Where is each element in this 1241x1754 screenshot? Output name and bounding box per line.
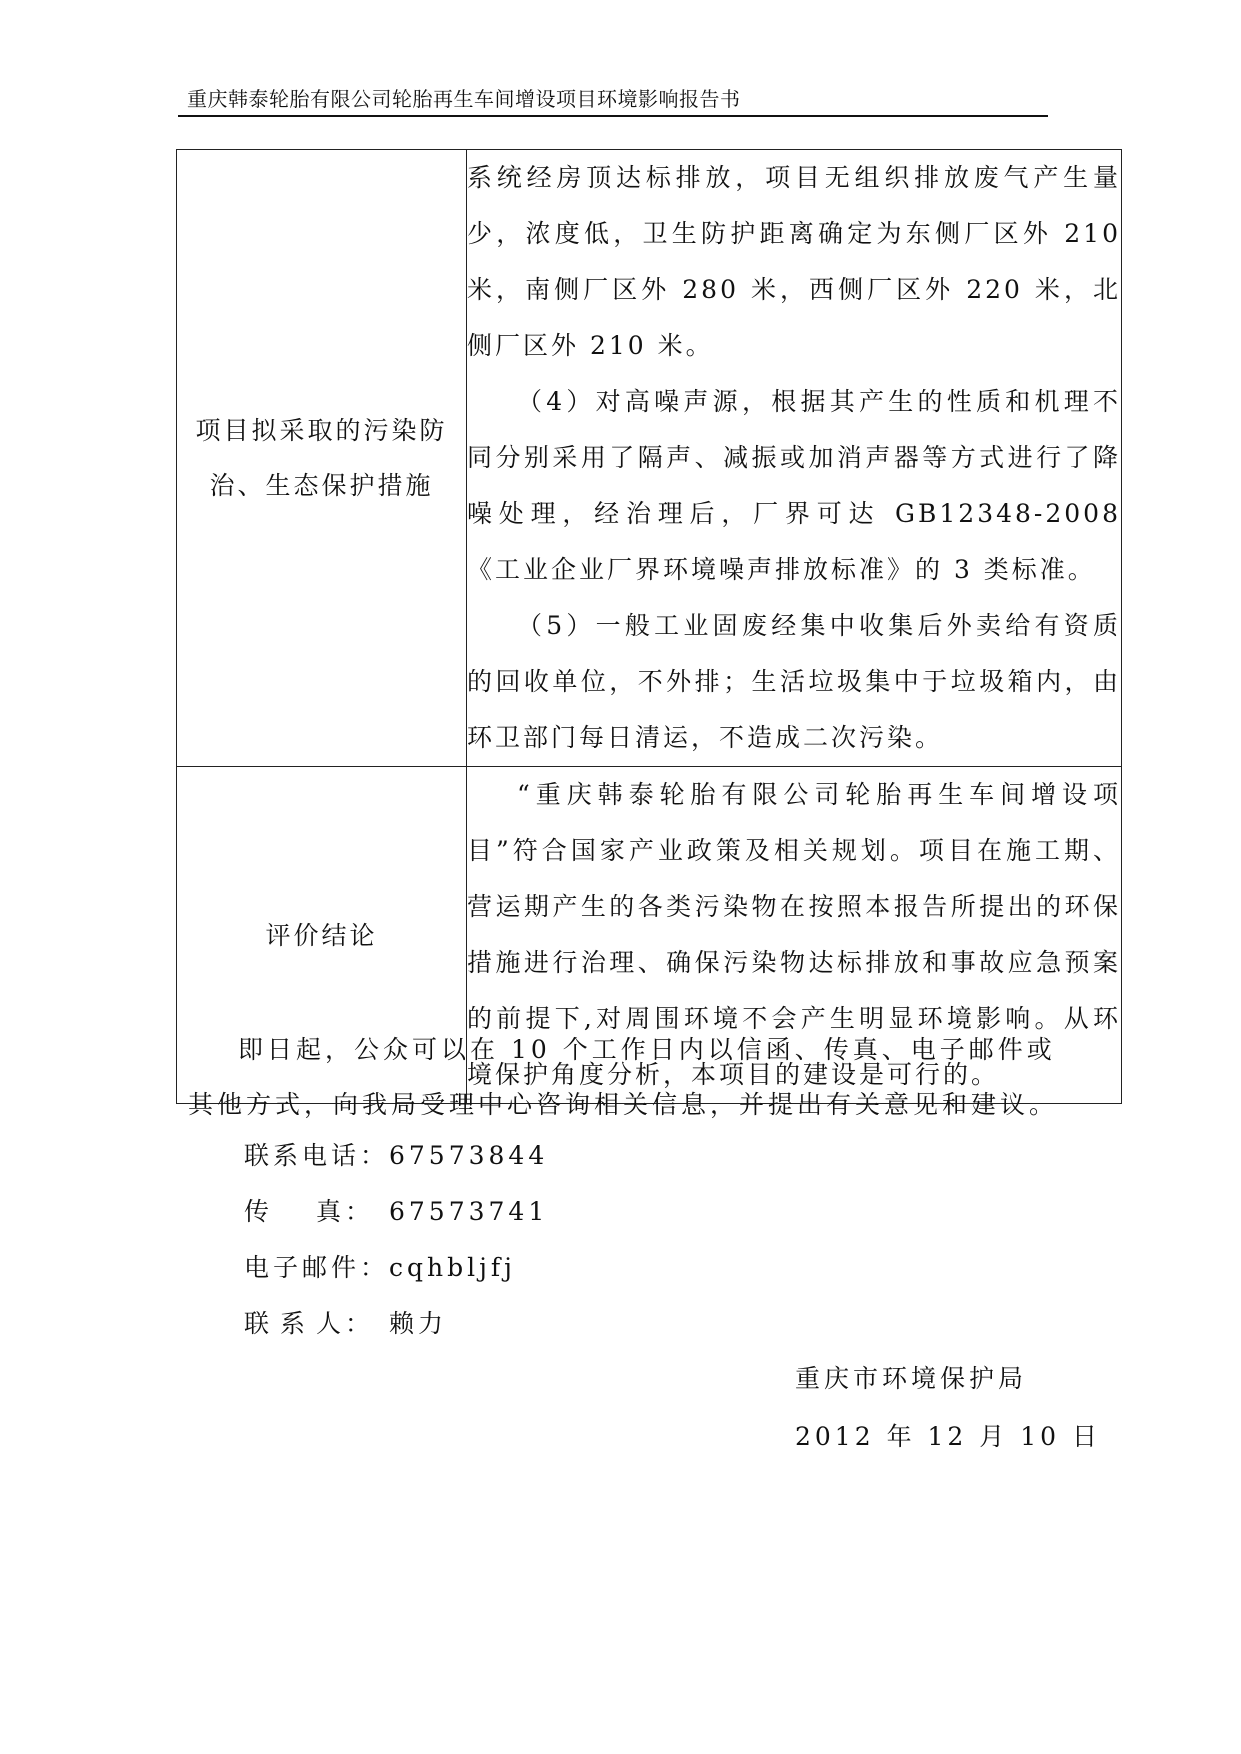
paragraph: （4）对高噪声源，根据其产生的性质和机理不同分别采用了隔声、减振或加消声器等方式进行了降噪处理，经治理后，厂界可达 GB12348-2008《工业企业厂界环境噪声排放标准》的 3 类标准。 — [467, 387, 1121, 584]
phone-value: 67573844 — [389, 1141, 549, 1170]
row-content-measures — [467, 150, 1122, 767]
issuing-org: 重庆市环境保护局 — [795, 1364, 1028, 1393]
fax-label — [244, 1184, 374, 1240]
assessment-table — [176, 149, 1122, 1104]
person-label-part: 系 — [279, 1309, 309, 1338]
phone-label: 联系电话： — [244, 1141, 390, 1170]
contact-block — [244, 1128, 548, 1352]
contact-person — [244, 1296, 548, 1352]
public-notice — [188, 1022, 1068, 1132]
document-header: 重庆韩泰轮胎有限公司轮胎再生车间增设项目环境影响报告书 — [187, 87, 741, 111]
row-label-line: 项目拟采取的污染防 — [195, 416, 448, 445]
paragraph: 系统经房顶达标排放，项目无组织排放废气产生量少，浓度低，卫生防护距离确定为东侧厂区外 210 米，南侧厂区外 280 米，西侧厂区外 220 米，北侧厂区外 210 米。 — [467, 163, 1121, 360]
notice-line: 其他方式，向我局受理中心咨询相关信息，并提出有关意见和建议。 — [188, 1090, 1059, 1119]
person-label-part: 联 — [244, 1309, 274, 1338]
paragraph: “重庆韩泰轮胎有限公司轮胎再生车间增设项目”符合国家产业政策及相关规划。项目在施工期、营运期产生的各类污染物在按照本报告所提出的环保措施进行治理、确保污染物达标排放和事故应急预案的前提下,对周围环境不会产生明显环境影响。从环境保护角度分析，本项目的建设是可行的。 — [467, 780, 1121, 1089]
contact-email — [244, 1240, 548, 1296]
notice-line: 即日起，公众可以在 10 个工作日内以信函、传真、电子邮件或 — [238, 1035, 1056, 1064]
contact-fax — [244, 1184, 548, 1240]
person-label — [244, 1296, 374, 1352]
header-rule — [178, 115, 1048, 117]
signature-block — [795, 1350, 1101, 1466]
row-label-measures — [177, 150, 467, 767]
email-value: cqhbljfj — [389, 1253, 516, 1282]
row-label-line: 治、生态保护措施 — [209, 471, 434, 500]
table-row — [177, 150, 1122, 767]
person-value: 赖力 — [389, 1309, 448, 1338]
email-label: 电子邮件： — [244, 1253, 390, 1282]
fax-label-part: 传 — [244, 1197, 274, 1226]
issue-date: 2012 年 12 月 10 日 — [795, 1422, 1101, 1451]
contact-phone — [244, 1128, 548, 1184]
fax-label-part: 真： — [315, 1197, 374, 1226]
paragraph: （5）一般工业固废经集中收集后外卖给有资质的回收单位，不外排；生活垃圾集中于垃圾箱内，由环卫部门每日清运，不造成二次污染。 — [467, 611, 1121, 752]
fax-value: 67573741 — [389, 1197, 549, 1226]
person-label-part: 人： — [315, 1309, 374, 1338]
row-label-conclusion: 评价结论 — [177, 767, 467, 1104]
